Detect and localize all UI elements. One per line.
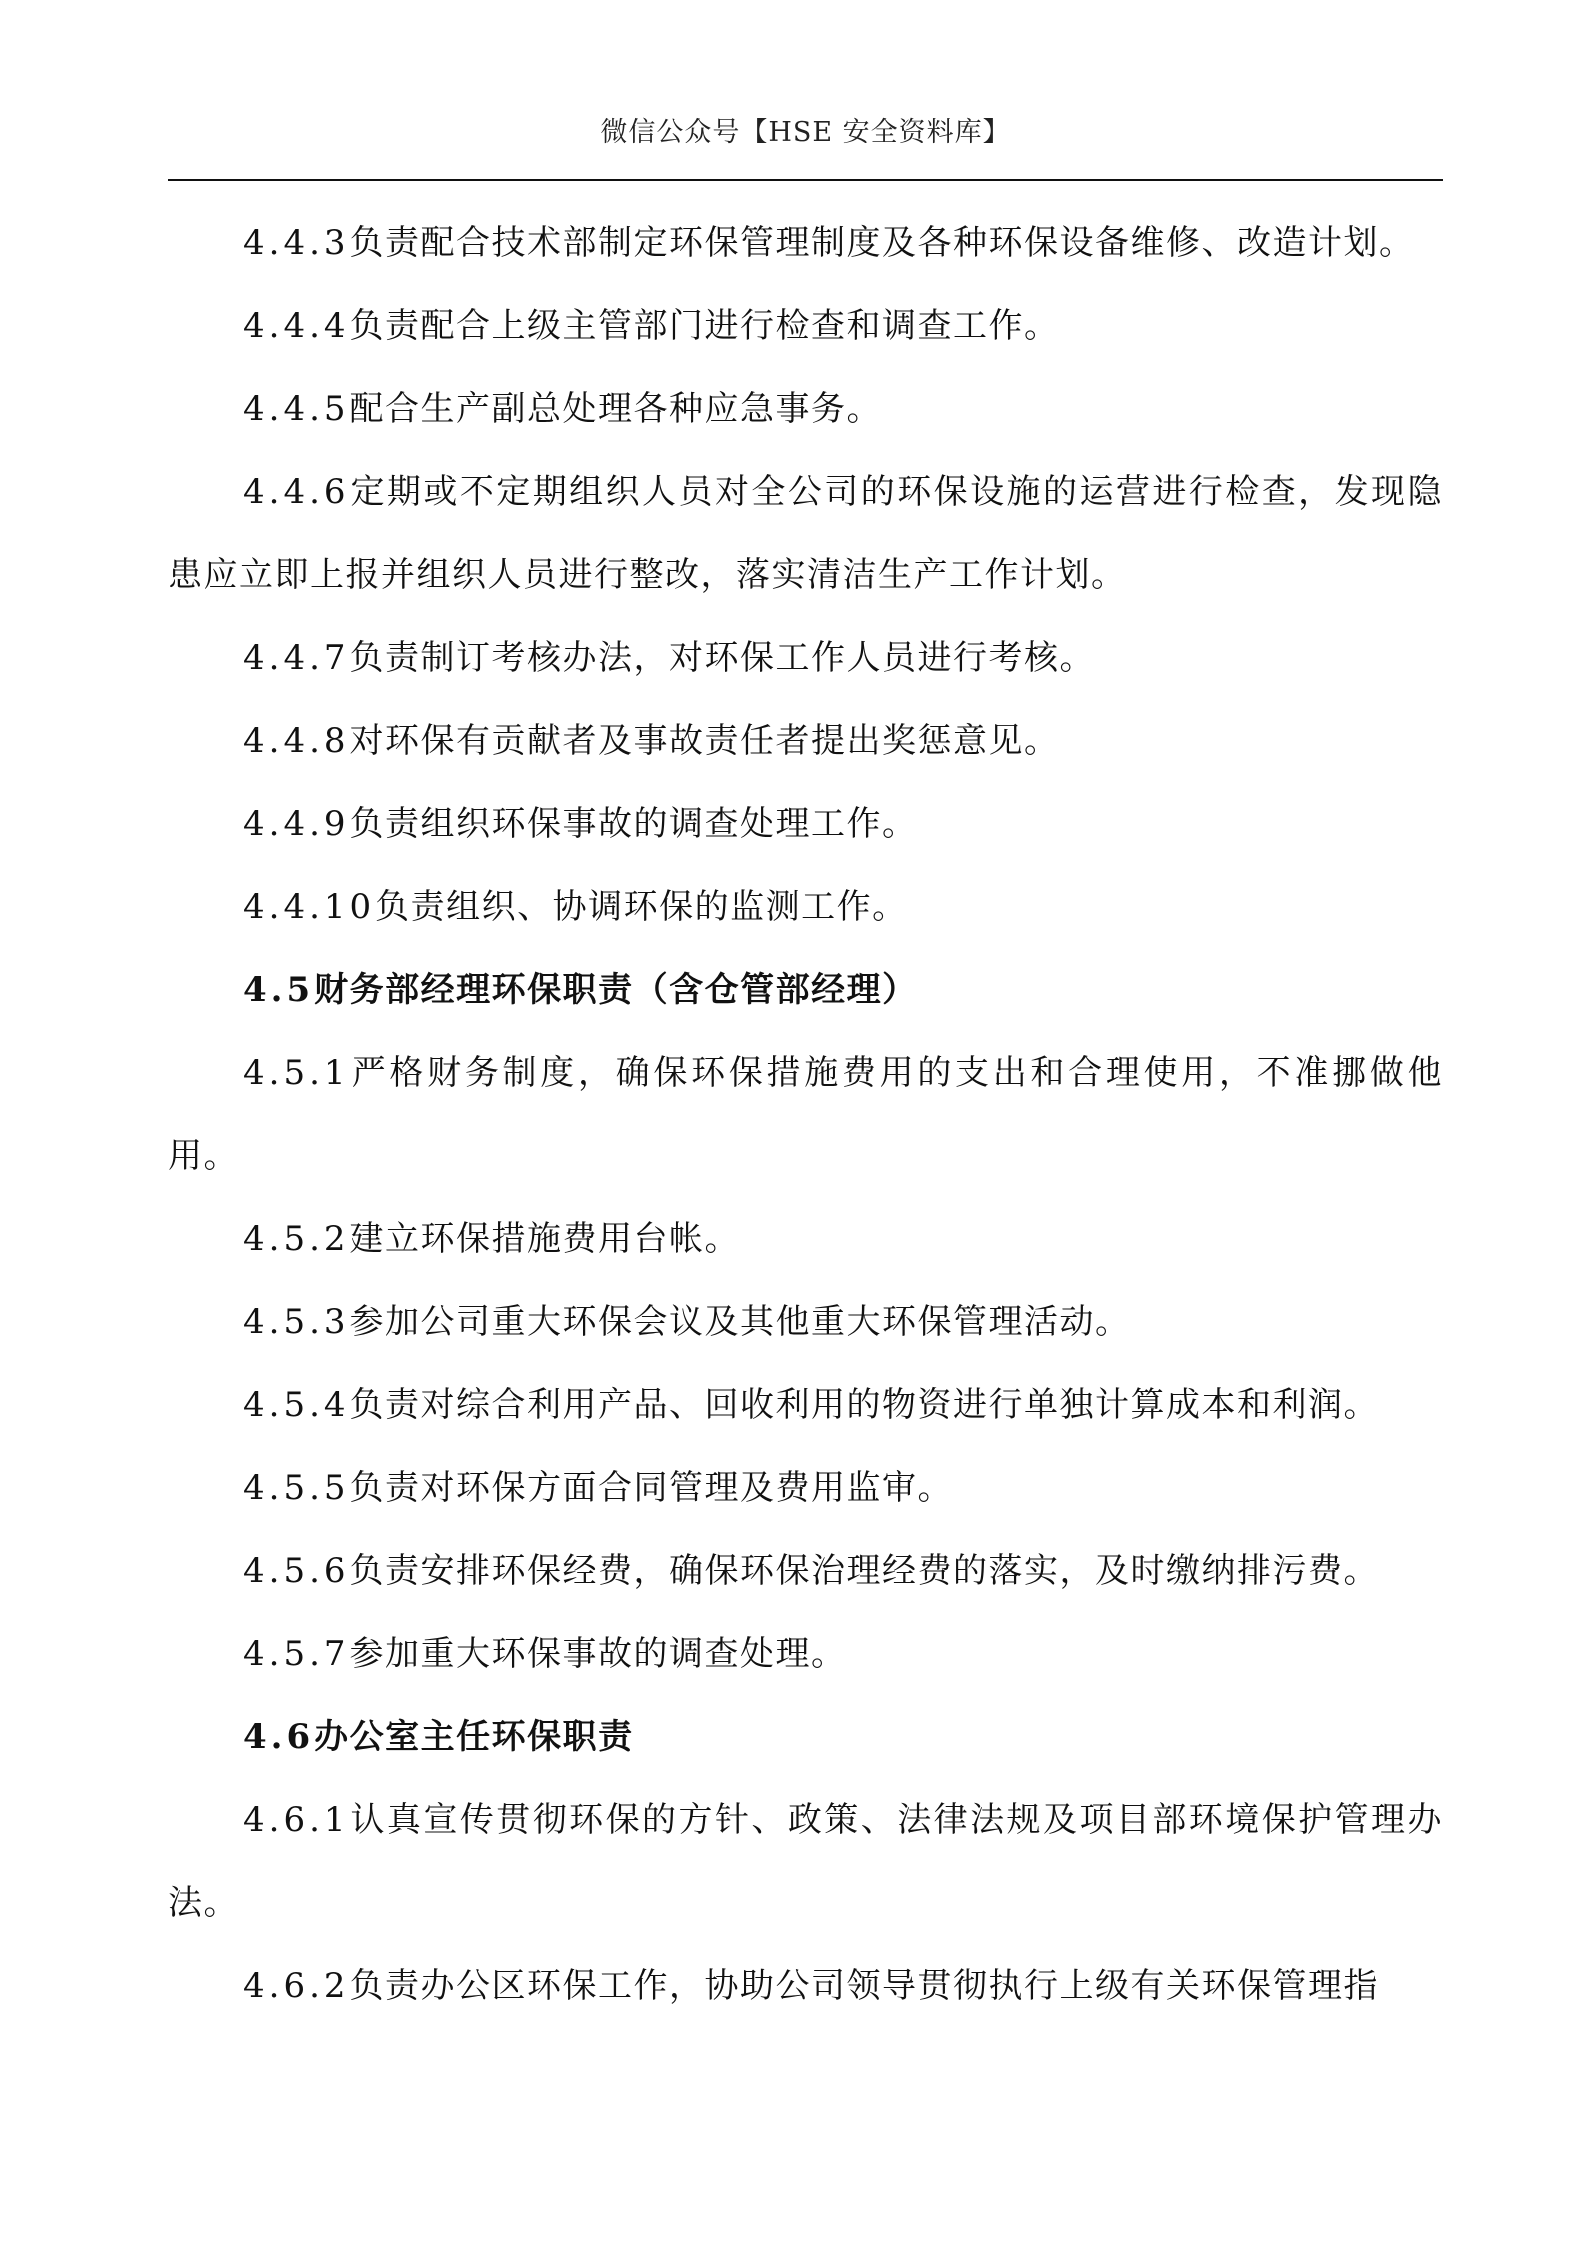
document-body bbox=[168, 202, 1443, 2028]
clause-number: 4.4.8 bbox=[243, 721, 350, 761]
paragraph-4-5-6 bbox=[168, 1530, 1443, 1613]
clause-number: 4.4.4 bbox=[243, 306, 350, 346]
paragraph-4-4-9 bbox=[168, 783, 1443, 866]
clause-number: 4.4.3 bbox=[243, 223, 350, 263]
section-heading-4-6 bbox=[168, 1696, 1443, 1779]
clause-number: 4.5.3 bbox=[243, 1302, 350, 1342]
clause-number: 4.6.2 bbox=[243, 1966, 350, 2006]
clause-text: 负责制订考核办法，对环保工作人员进行考核。 bbox=[349, 638, 1096, 678]
section-number: 4.5 bbox=[243, 970, 315, 1010]
paragraph-4-4-3 bbox=[168, 202, 1443, 285]
section-title: 财务部经理环保职责（含仓管部经理） bbox=[314, 970, 918, 1010]
clause-text: 负责组织、协调环保的监测工作。 bbox=[375, 887, 908, 927]
section-title: 办公室主任环保职责 bbox=[314, 1717, 634, 1757]
clause-text: 负责办公区环保工作，协助公司领导贯彻执行上级有关环保管理指 bbox=[349, 1966, 1380, 2006]
clause-number: 4.4.9 bbox=[243, 804, 350, 844]
clause-number: 4.4.6 bbox=[243, 472, 350, 512]
clause-text: 负责对环保方面合同管理及费用监审。 bbox=[349, 1468, 954, 1508]
clause-number: 4.5.5 bbox=[243, 1468, 350, 1508]
clause-text: 负责安排环保经费，确保环保治理经费的落实，及时缴纳排污费。 bbox=[349, 1551, 1380, 1591]
paragraph-4-6-1 bbox=[168, 1779, 1443, 1945]
clause-text: 参加重大环保事故的调查处理。 bbox=[349, 1634, 847, 1674]
clause-number: 4.5.2 bbox=[243, 1219, 350, 1259]
clause-number: 4.4.7 bbox=[243, 638, 350, 678]
clause-number: 4.5.1 bbox=[243, 1053, 350, 1093]
clause-number: 4.5.6 bbox=[243, 1551, 350, 1591]
clause-text: 负责对综合利用产品、回收利用的物资进行单独计算成本和利润。 bbox=[349, 1385, 1380, 1425]
paragraph-4-4-4 bbox=[168, 285, 1443, 368]
paragraph-4-5-3 bbox=[168, 1281, 1443, 1364]
section-number: 4.6 bbox=[243, 1717, 315, 1757]
paragraph-4-4-6 bbox=[168, 451, 1443, 617]
clause-text: 负责配合技术部制定环保管理制度及各种环保设备维修、改造计划。 bbox=[349, 223, 1415, 263]
clause-text: 负责配合上级主管部门进行检查和调查工作。 bbox=[349, 306, 1060, 346]
clause-number: 4.5.7 bbox=[243, 1634, 350, 1674]
clause-text: 定期或不定期组织人员对全公司的环保设施的运营进行检查，发现隐患应立即上报并组织人员进行整改，落实清洁生产工作计划。 bbox=[168, 472, 1443, 595]
clause-text: 负责组织环保事故的调查处理工作。 bbox=[349, 804, 918, 844]
paragraph-4-6-2 bbox=[168, 1945, 1443, 2028]
section-heading-4-5 bbox=[168, 949, 1443, 1032]
paragraph-4-5-7 bbox=[168, 1613, 1443, 1696]
paragraph-4-4-5 bbox=[168, 368, 1443, 451]
paragraph-4-5-1 bbox=[168, 1032, 1443, 1198]
clause-text: 认真宣传贯彻环保的方针、政策、法律法规及项目部环境保护管理办法。 bbox=[168, 1800, 1443, 1923]
paragraph-4-5-5 bbox=[168, 1447, 1443, 1530]
clause-text: 建立环保措施费用台帐。 bbox=[349, 1219, 741, 1259]
paragraph-4-4-8 bbox=[168, 700, 1443, 783]
page-header: 微信公众号【HSE 安全资料库】 bbox=[600, 117, 1011, 148]
paragraph-4-5-4 bbox=[168, 1364, 1443, 1447]
paragraph-4-4-10 bbox=[168, 866, 1443, 949]
clause-text: 配合生产副总处理各种应急事务。 bbox=[349, 389, 883, 429]
clause-number: 4.4.5 bbox=[243, 389, 350, 429]
paragraph-4-4-7 bbox=[168, 617, 1443, 700]
clause-number: 4.4.10 bbox=[243, 887, 376, 927]
paragraph-4-5-2 bbox=[168, 1198, 1443, 1281]
clause-number: 4.5.4 bbox=[243, 1385, 350, 1425]
header-divider bbox=[168, 179, 1443, 181]
clause-text: 对环保有贡献者及事故责任者提出奖惩意见。 bbox=[349, 721, 1060, 761]
clause-text: 参加公司重大环保会议及其他重大环保管理活动。 bbox=[349, 1302, 1131, 1342]
clause-number: 4.6.1 bbox=[243, 1800, 350, 1840]
clause-text: 严格财务制度，确保环保措施费用的支出和合理使用，不准挪做他用。 bbox=[168, 1053, 1443, 1176]
